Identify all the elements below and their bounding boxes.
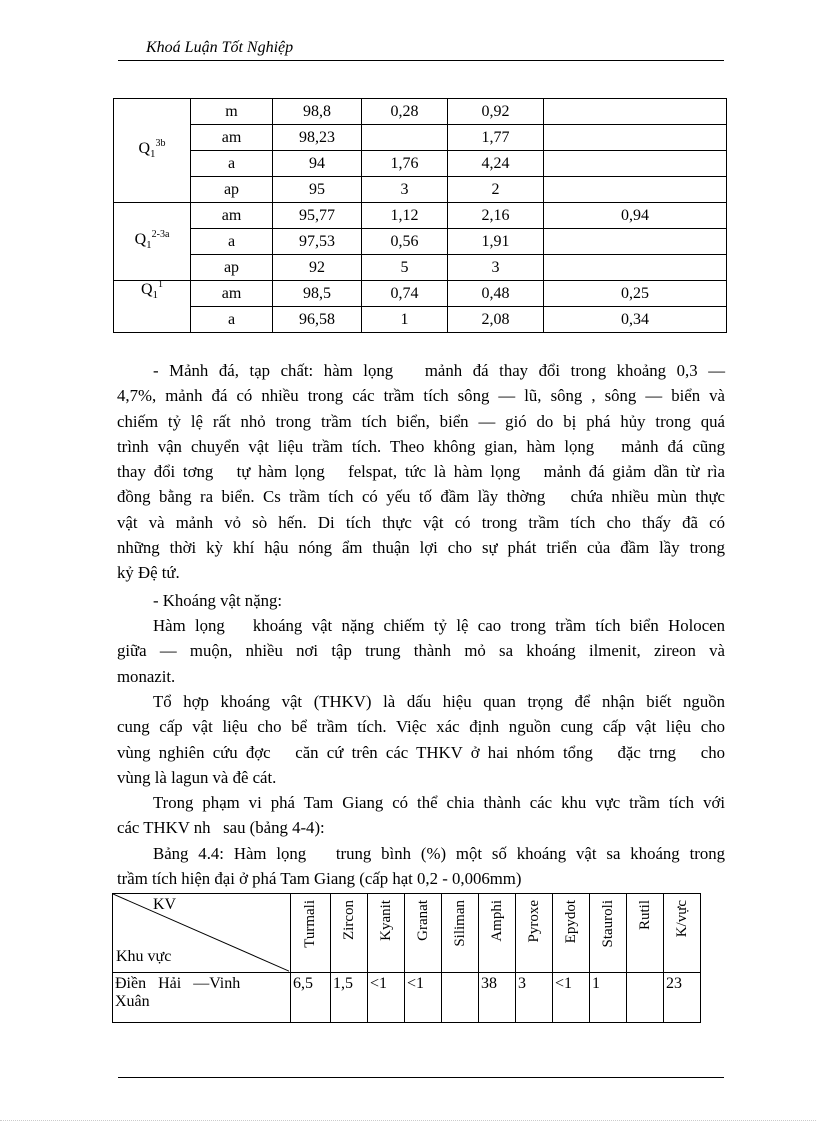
mineral-value-cell: 3 [516,973,553,1023]
table-cell: 3 [448,255,544,281]
mineral-header-label: K/vực [673,900,690,938]
mineral-header-label: Pyroxe [525,900,542,943]
text-line: giữa — muộn, nhiều nơi tập trung thành mỏ sa khoáng ilmenit, zireon và [117,641,725,661]
mineral-header-cell [405,894,442,973]
mineral-header-cell [627,894,664,973]
table-cell: a [191,229,273,255]
text-line: trình vận chuyển vật liệu trầm tích. Theo không gian, hàm lọng mảnh đá cũng [117,436,725,456]
paragraph-mineral-assemblage [117,689,725,790]
table-row [114,255,727,281]
page-header [118,38,724,61]
mineral-value-cell: <1 [553,973,590,1023]
table-cell: 95,77 [273,203,362,229]
table-cell: 0,74 [362,281,448,307]
paragraph-rock-fragments [117,358,725,586]
footer-rule [118,1077,724,1078]
table-row [114,307,727,333]
mineral-value-cell [442,973,479,1023]
table-cell: 98,5 [273,281,362,307]
text-line: 4,7%, mảnh đá có nhiều trong các trầm tích sông — lũ, sông , sông — biển và [117,386,725,406]
mineral-header-label: Rutil [636,900,653,931]
row-label-line1: Điền Hải —Vinh [115,975,241,992]
paragraph-heavy-minerals [117,613,725,689]
text-line: những thời kỳ khí hậu nóng ẩm thuận lợi cho sự phát triển của đầm lầy trong [117,538,725,558]
mineral-header-cell [590,894,627,973]
group-label-cell: $Q_1^{3b}$ [114,99,191,203]
mineral-header-label: Amphi [488,900,505,942]
corner-cell [113,894,291,973]
table-cell: am [191,125,273,151]
table-cell: 0,94 [544,203,727,229]
mineral-header-label: Granat [414,900,431,941]
table-caption [117,841,725,892]
table-cell: 98,23 [273,125,362,151]
mineral-value-cell: <1 [405,973,442,1023]
mineral-value-cell: 38 [479,973,516,1023]
mineral-header-cell [516,894,553,973]
table-cell: 1 [362,307,448,333]
text-line: kỷ Đệ tứ. [117,563,180,583]
table-cell [544,229,727,255]
table-cell: 98,8 [273,99,362,125]
row-label-cell [113,973,291,1023]
table-cell: m [191,99,273,125]
table-row [114,203,727,229]
table-cell: ap [191,177,273,203]
text-line: - Mảnh đá, tạp chất: hàm lọng mảnh đá thay đổi trong khoảng 0,3 — [153,361,725,380]
text-line: vật và mảnh vỏ sò hến. Di tích thực vật có trong trầm tích cho thấy đã có [117,512,725,532]
row-label-line2: Xuân [115,993,150,1010]
text-line: cung cấp vật liệu cho bể trầm tích. Việc xác định nguồn cung cấp vật liệu cho [117,717,725,737]
text-line: - Khoáng vật nặng: [153,591,283,610]
mineral-header-label: Epydot [562,900,579,944]
mineral-value-cell: <1 [368,973,405,1023]
mineral-value-cell: 1 [590,973,627,1023]
table-cell: 2,08 [448,307,544,333]
text-line: vùng là lagun và đê cát. [117,767,277,787]
mineral-table [112,893,701,1023]
table-cell: 0,56 [362,229,448,255]
table-cell [544,177,727,203]
table-cell: 3 [362,177,448,203]
table-cell: 0,28 [362,99,448,125]
page-edge [0,1120,816,1121]
text-line: chiếm tỷ lệ rất nhỏ trong trầm tích biển, biển — gió do bị phá hủy trong quá [117,411,725,431]
text-line: đồng bằng ra biển. Cs trầm tích có yếu tố đầm lầy thờng chứa nhiều mùn thực [117,487,725,507]
mineral-value-cell: 6,5 [291,973,331,1023]
text-line: Bảng 4.4: Hàm lọng trung bình (%) một số khoáng vật sa khoáng trong [153,844,725,863]
mineral-header-label: Kyanit [377,900,394,941]
text-line: monazit. [117,666,176,686]
table-cell: a [191,307,273,333]
composition-table [113,98,727,333]
header-title: Khoá Luận Tốt Nghiệp [146,39,294,56]
group-label-cell: $Q_1^{2-3a}$ [114,203,191,281]
text-line: trầm tích hiện đại ở phá Tam Giang (cấp hạt 0,2 - 0,006mm) [117,869,522,889]
table-cell: ap [191,255,273,281]
table-cell: 96,58 [273,307,362,333]
table-cell: 0,25 [544,281,727,307]
mineral-header-cell [442,894,479,973]
table-cell: a [191,151,273,177]
table-row [114,99,727,125]
mineral-value-cell [627,973,664,1023]
table-cell: am [191,203,273,229]
mineral-header-label: Siliman [451,900,468,947]
table-cell: 1,76 [362,151,448,177]
mineral-header-label: Stauroli [599,900,616,948]
table-cell [544,255,727,281]
corner-bottom-label: Khu vực [116,948,172,965]
table-cell: 1,77 [448,125,544,151]
table-cell: 95 [273,177,362,203]
mineral-header-cell [664,894,701,973]
group-label-cell: $Q_1^1$ [114,281,191,333]
paragraph-tam-giang [117,790,725,841]
table-row [114,281,727,307]
text-line: vùng nghiên cứu đợc căn cứ trên các THKV ở hai nhóm tổng đặc trng cho [117,742,725,762]
table-row [114,125,727,151]
mineral-header-cell [553,894,590,973]
mineral-header-label: Turmali [302,900,318,948]
text-line: các THKV nh sau (bảng 4-4): [117,818,325,838]
mineral-header-cell [479,894,516,973]
table-row [114,151,727,177]
table-row [114,177,727,203]
table-cell [544,125,727,151]
table-cell: 2 [448,177,544,203]
table-cell: 92 [273,255,362,281]
table-cell: 0,48 [448,281,544,307]
table-cell [544,151,727,177]
text-line: Trong phạm vi phá Tam Giang có thể chia thành các khu vực trầm tích với [153,793,725,812]
mineral-value-cell: 23 [664,973,701,1023]
text-line: Hàm lọng khoáng vật nặng chiếm tỷ lệ cao trong trầm tích biển Holocen [153,616,725,635]
paragraph-heavy-minerals-title [117,588,725,613]
table-cell: 97,53 [273,229,362,255]
table-cell: 5 [362,255,448,281]
table-cell [362,125,448,151]
text-line: thay đổi tơng tự hàm lọng felspat, tức là hàm lọng mảnh đá giảm dần từ rìa [117,462,725,482]
table-cell: 0,34 [544,307,727,333]
table-cell: 94 [273,151,362,177]
table-cell: 0,92 [448,99,544,125]
table-row [114,229,727,255]
mineral-header-label: Zircon [340,900,357,940]
text-line: Tổ hợp khoáng vật (THKV) là dấu hiệu quan trọng để nhận biết nguồn [153,692,725,711]
table-cell: 1,91 [448,229,544,255]
mineral-value-cell: 1,5 [331,973,368,1023]
mineral-header-cell [291,894,331,973]
mineral-header-cell [368,894,405,973]
table-cell: 1,12 [362,203,448,229]
mineral-header-cell [331,894,368,973]
table-cell: 2,16 [448,203,544,229]
corner-top-label: KV [153,896,177,913]
table-cell: 4,24 [448,151,544,177]
table-cell: am [191,281,273,307]
table-cell [544,99,727,125]
